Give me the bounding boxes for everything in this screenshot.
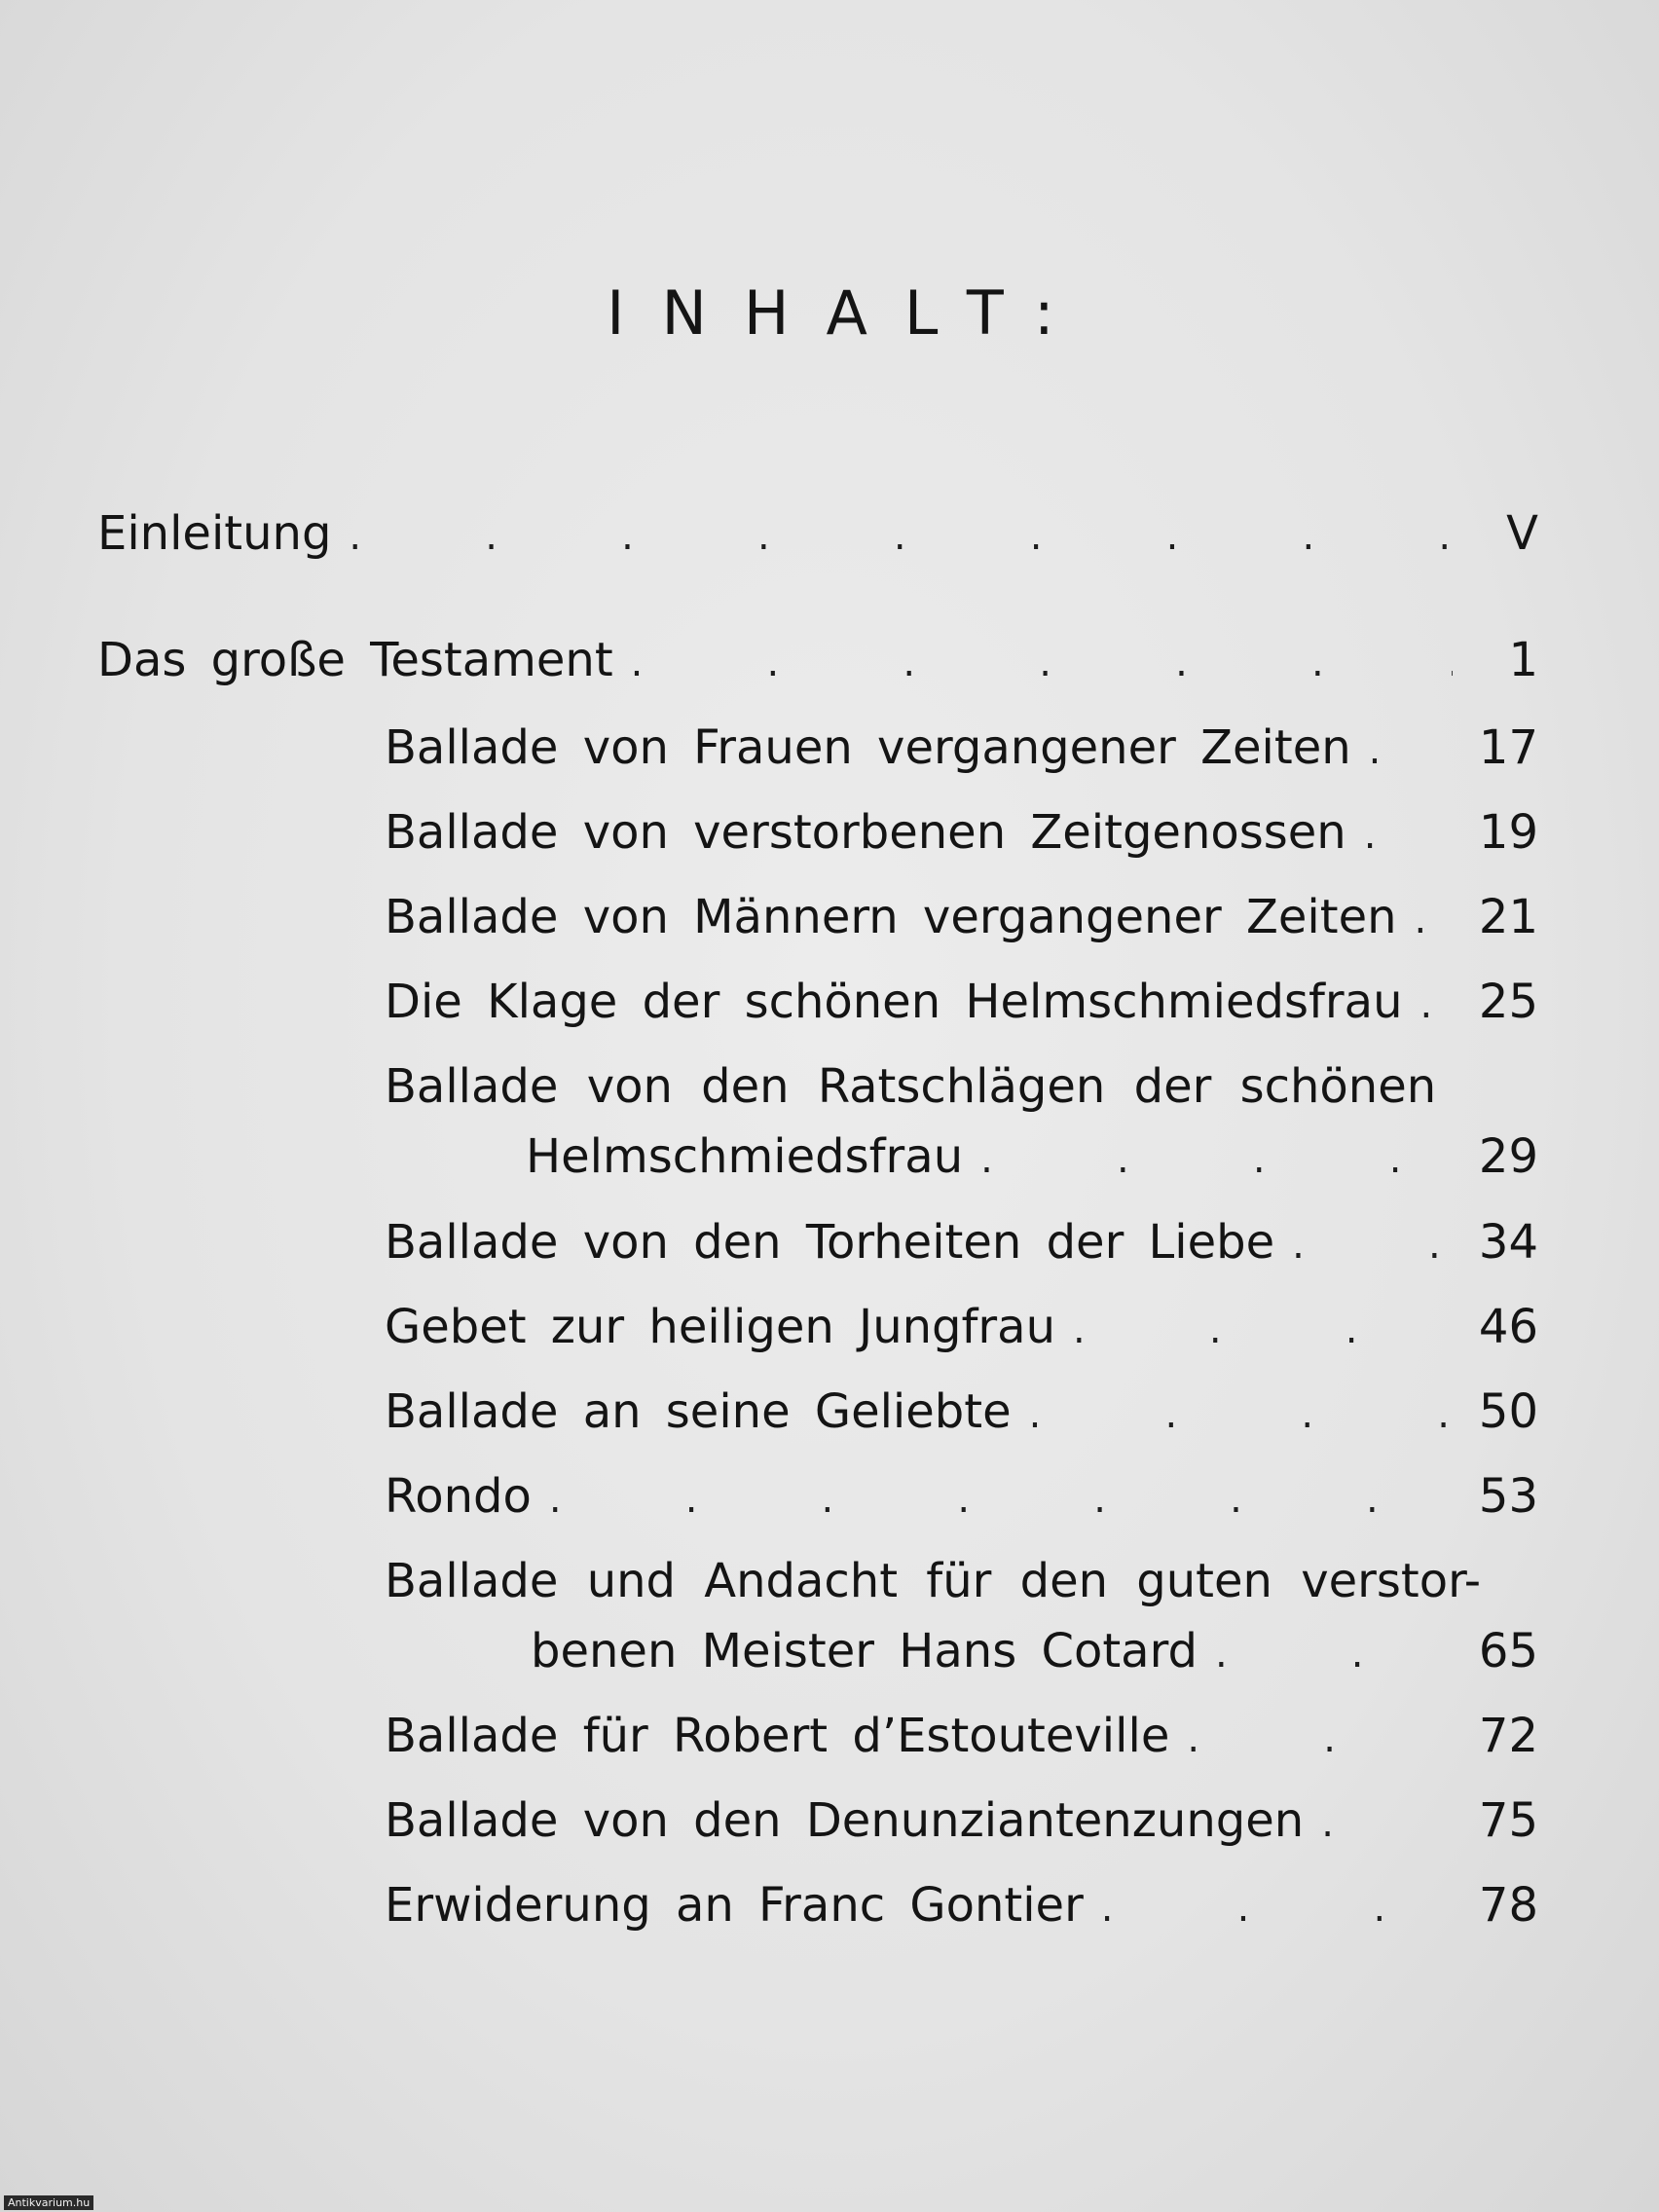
toc-page-number: 72 xyxy=(1478,1709,1538,1763)
toc-page-number: 75 xyxy=(1478,1793,1538,1848)
toc-page-number: 65 xyxy=(1478,1624,1538,1678)
toc-entry xyxy=(385,1704,1538,1768)
watermark: Antikvarium.hu xyxy=(4,2195,93,2210)
dot-leader xyxy=(1101,1873,1453,1940)
toc-entry xyxy=(526,1124,1538,1189)
dot-leader xyxy=(1073,1295,1453,1362)
dot-leader xyxy=(1415,885,1453,952)
dot-leader xyxy=(1364,800,1453,867)
dot-leader xyxy=(1029,1380,1453,1447)
toc-entry xyxy=(385,1295,1538,1359)
toc-entry-label: Die Klage der schönen Helmschmiedsfrau xyxy=(385,975,1403,1029)
toc-entry-label: Gebet zur heiligen Jungfrau xyxy=(385,1300,1055,1354)
page-title: INHALT: xyxy=(607,277,1091,349)
toc-entry xyxy=(385,1788,1538,1853)
toc-entry xyxy=(385,1464,1538,1529)
dot-leader xyxy=(1369,716,1453,783)
dot-leader xyxy=(1292,1210,1453,1277)
dot-leader xyxy=(1321,1788,1453,1856)
dot-leader xyxy=(1420,970,1454,1037)
toc-entry xyxy=(385,970,1538,1034)
toc-entry-label: Ballade von Frauen vergangener Zeiten xyxy=(385,720,1351,775)
toc-entry-label: benen Meister Hans Cotard xyxy=(531,1624,1198,1678)
toc-entry-label: Ballade von Männern vergangener Zeiten xyxy=(385,890,1397,944)
toc-entry xyxy=(385,800,1538,865)
toc-entry-label-line1: Ballade von den Ratschlägen der schönen xyxy=(385,1059,1437,1114)
toc-page-number: 1 xyxy=(1508,633,1538,687)
toc-page-number: 25 xyxy=(1478,975,1538,1029)
toc-entry-label: Ballade von den Torheiten der Liebe xyxy=(385,1215,1275,1270)
toc-page-number: V xyxy=(1506,506,1538,561)
dot-leader xyxy=(549,1464,1453,1531)
toc-entry-label: Helmschmiedsfrau xyxy=(526,1129,964,1184)
toc-entry-label-line1: Ballade und Andacht für den guten verstor- xyxy=(385,1554,1482,1608)
toc-page-number: 34 xyxy=(1478,1215,1538,1270)
toc-page-number: 50 xyxy=(1478,1384,1538,1439)
toc-entry xyxy=(385,885,1538,949)
toc-entry xyxy=(385,1380,1538,1444)
toc-page-number: 29 xyxy=(1478,1129,1538,1184)
toc-entry xyxy=(531,1619,1538,1683)
toc-entry xyxy=(97,501,1538,566)
toc-entry-label: Erwiderung an Franc Gontier xyxy=(385,1878,1084,1933)
toc-entry-label: Ballade von den Denunziantenzungen xyxy=(385,1793,1305,1848)
toc-page-number: 21 xyxy=(1478,890,1538,944)
toc-entry-label: Rondo xyxy=(385,1469,532,1524)
dot-leader xyxy=(980,1124,1453,1192)
toc-entry xyxy=(97,628,1538,692)
toc-entry-label: Ballade von verstorbenen Zeitgenossen xyxy=(385,805,1346,860)
toc-entry-label: Das große Testament xyxy=(97,633,613,687)
dot-leader xyxy=(1187,1704,1453,1771)
toc-entry xyxy=(385,1210,1538,1274)
toc-entry xyxy=(385,1873,1538,1937)
toc-entry-label: Ballade an seine Geliebte xyxy=(385,1384,1012,1439)
toc-entry xyxy=(385,716,1538,780)
dot-leader xyxy=(1215,1619,1453,1686)
toc-page-number: 19 xyxy=(1478,805,1538,860)
toc-entry-label: Ballade für Robert d’Estouteville xyxy=(385,1709,1170,1763)
toc-entry-label: Einleitung xyxy=(97,506,332,561)
toc-page-number: 53 xyxy=(1478,1469,1538,1524)
toc-page-number: 46 xyxy=(1478,1300,1538,1354)
toc-page-number: 17 xyxy=(1478,720,1538,775)
dot-leader xyxy=(349,501,1453,569)
toc-page-number: 78 xyxy=(1478,1878,1538,1933)
dot-leader xyxy=(631,628,1453,695)
